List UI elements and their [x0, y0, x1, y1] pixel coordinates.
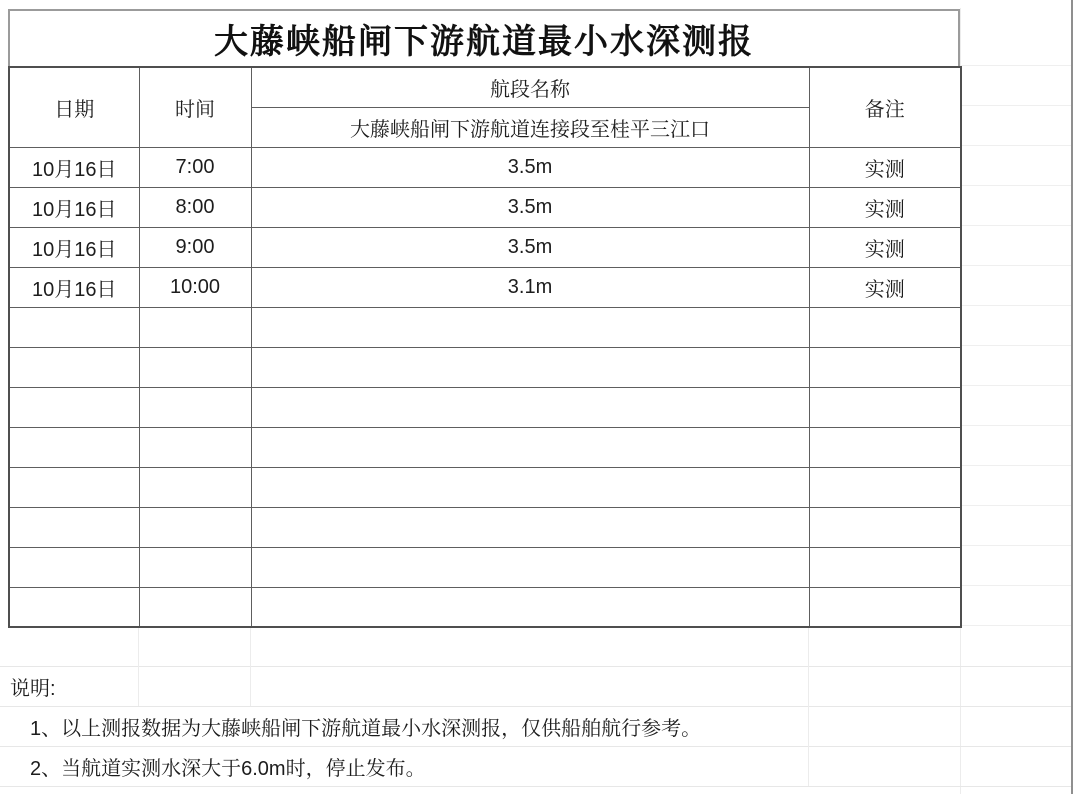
cell-time [139, 587, 251, 627]
cell-depth: 3.5m [251, 227, 809, 267]
cell-remark: 实测 [809, 267, 961, 307]
cell-depth: 3.5m [251, 147, 809, 187]
table-row [9, 347, 961, 387]
col-header-segment: 航段名称 [251, 67, 809, 107]
cell-date [9, 547, 139, 587]
table-row [9, 587, 961, 627]
report-title-box [8, 9, 960, 66]
cell-remark: 实测 [809, 147, 961, 187]
cell-remark [809, 547, 961, 587]
cell-date [9, 467, 139, 507]
depth-report-table [8, 66, 962, 628]
header-row-1 [9, 67, 961, 107]
cell-remark [809, 387, 961, 427]
cell-date [9, 587, 139, 627]
cell-remark: 实测 [809, 187, 961, 227]
cell-remark [809, 467, 961, 507]
notes-label: 说明: [10, 677, 56, 700]
cell-time [139, 547, 251, 587]
cell-date [9, 507, 139, 547]
cell-time [139, 467, 251, 507]
cell-time: 8:00 [139, 187, 251, 227]
table-row [9, 227, 961, 267]
col-header-remark: 备注 [809, 67, 961, 147]
table-row [9, 427, 961, 467]
cell-date: 10月16日 [9, 187, 139, 227]
cell-depth [251, 347, 809, 387]
col-header-time: 时间 [139, 67, 251, 147]
cell-time [139, 347, 251, 387]
table-row [9, 267, 961, 307]
table-row [9, 467, 961, 507]
cell-depth [251, 307, 809, 347]
table-row [9, 387, 961, 427]
segment-subheader: 大藤峡船闸下游航道连接段至桂平三江口 [251, 107, 809, 147]
report-title: 大藤峡船闸下游航道最小水深测报 [214, 23, 754, 61]
grid-margin-strip [961, 26, 1071, 626]
cell-date: 10月16日 [9, 267, 139, 307]
cell-date: 10月16日 [9, 147, 139, 187]
sheet-right-edge-line [1071, 0, 1073, 794]
cell-time [139, 507, 251, 547]
cell-depth [251, 507, 809, 547]
cell-remark [809, 427, 961, 467]
cell-date [9, 347, 139, 387]
cell-time [139, 307, 251, 347]
table-row [9, 547, 961, 587]
note-item-1: 1、以上测报数据为大藤峡船闸下游航道最小水深测报，仅供船舶航行参考。 [30, 717, 702, 740]
gridline-horizontal [0, 786, 1071, 787]
cell-time [139, 387, 251, 427]
table-row [9, 307, 961, 347]
cell-remark [809, 307, 961, 347]
col-header-date: 日期 [9, 67, 139, 147]
cell-time: 7:00 [139, 147, 251, 187]
cell-remark [809, 507, 961, 547]
cell-time [139, 427, 251, 467]
cell-remark: 实测 [809, 227, 961, 267]
cell-depth: 3.5m [251, 187, 809, 227]
cell-date: 10月16日 [9, 227, 139, 267]
cell-date [9, 307, 139, 347]
note-item-2: 2、当航道实测水深大于6.0m时，停止发布。 [30, 757, 426, 780]
cell-remark [809, 347, 961, 387]
table-row [9, 187, 961, 227]
cell-time: 9:00 [139, 227, 251, 267]
cell-date [9, 387, 139, 427]
cell-depth [251, 467, 809, 507]
cell-date [9, 427, 139, 467]
cell-depth [251, 547, 809, 587]
cell-remark [809, 587, 961, 627]
table-row [9, 507, 961, 547]
table-row [9, 147, 961, 187]
cell-depth [251, 387, 809, 427]
cell-depth: 3.1m [251, 267, 809, 307]
cell-time: 10:00 [139, 267, 251, 307]
cell-depth [251, 587, 809, 627]
cell-depth [251, 427, 809, 467]
